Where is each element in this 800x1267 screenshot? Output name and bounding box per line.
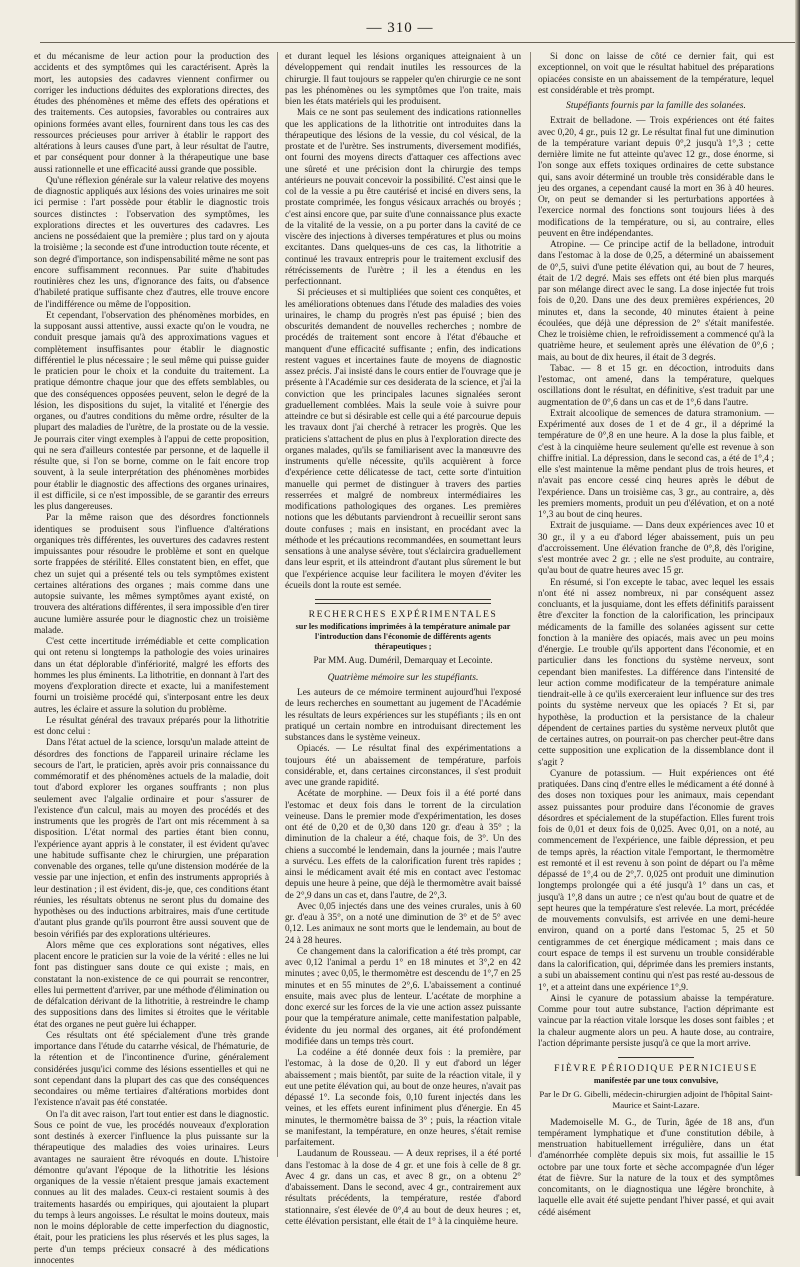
paragraph: Les auteurs de ce mémoire terminent aujourd'hui l'exposé de leurs recherches en soumettant au jugement de l'Académie les résultats de leurs expériences sur les stupéfiants ; ils en ont pratiqué un certain nombre en introduisant directement les substances dans le système veineux. — [285, 688, 521, 744]
paragraph: Mademoiselle M. G., de Turin, âgée de 18 ans, d'un tempérament lymphatique et d'une constitution débile, à menstruation habituellement irrégulière, dans un état d'aménorrhée complète depuis six mois, fut assaillie le 15 octobre par une toux forte et sèche accompagnée d'un léger état de fièvre. Sur la nature de la toux et des symptômes concomitants, on le diagnostiqua une légère bronchite, à laquelle elle avait été sujette pendant l'hiver passé, et qui avait cédé aisément — [538, 1118, 774, 1219]
paragraph: La codéine a été donnée deux fois : la première, par l'estomac, à la dose de 0,20. Il y eut d'abord un léger abaissement ; mais bientôt, par suite de la réaction vitale, il y eut une petite élévation qui, au bout de onze heures, n'avait pas dépassé 1°. La seconde fois, 0,10 furent injectés dans les veines, et les effets eurent infiniment plus d'énergie. En 45 minutes, le thermomètre baissa de 3° ; puis, la réaction vitale se manifestant, la température, en onze heures, s'était remise parfaitement. — [285, 1048, 521, 1149]
section-divider — [618, 1057, 694, 1058]
paragraph: Et cependant, l'observation des phénomènes morbides, en la supposant aussi attentive, aussi exacte qu'on le voudra, ne conduit presque jamais qu'à des approximations vagues et complètement insuffisantes pour établir le diagnostic différentiel le plus nécessaire ; le seul même qui puisse guider le praticien pour le choix et la conduite du traitement. La pratique démontre chaque jour que des effets semblables, ou que des conséquences opposées peuvent, selon le degré de la lésion, les dispositions du sujet, la vitalité et l'énergie des organes, ou d'autres conditions du même ordre, résulter de la plupart des maladies de l'urètre, de la prostate ou de la vessie. Je pourrais citer vingt exemples à l'appui de cette proposition, qui ne sera d'ailleurs contestée par personne, et de laquelle il résulte que, si l'on se borne, comme on le fait encore trop souvent, à la seule interprétation des phénomènes morbides pour établir le diagnostic des affections des organes urinaires, il est difficile, si ce n'est impossible, de se garantir des erreurs les plus dangereuses. — [34, 311, 269, 514]
section-title: FIÈVRE PÉRIODIQUE PERNICIEUSE — [538, 1063, 774, 1074]
paragraph: C'est cette incertitude irrémédiable et cette complication qui ont retenu si longtemps la pathologie des voies urinaires dans un état déplorable d'infériorité, malgré les efforts des hommes les plus éminents. La lithotritie, en donnant à l'art des moyens d'exploration directe et exacte, lui a manifestement fourni un troisième procédé qui, s'interposant entre les deux autres, les éclaire et assure la solution du problème. — [34, 637, 269, 716]
header-rule — [40, 42, 795, 43]
paragraph: Extrait alcoolique de semences de datura stramonium. — Expérimenté aux doses de 1 et de 4 gr., il a déprimé la température de 0°,8 en une heure. A la dose la plus faible, et c'est à la cinquième heure seulement qu'elle est revenue à son chiffre initial. La dépression, dans le second cas, a été de 1°,4 ; elle s'est maintenue la même pendant plus de trois heures, et n'avait pas encore cessé cinq heures après le début de l'expérience. Dans un troisième cas, 3 gr., au contraire, a, dès les premiers moments, produit un peu d'élévation, et on a noté 1°,3 au bout de cinq heures. — [538, 409, 774, 522]
column-right — [538, 52, 774, 1162]
paragraph: Alors même que ces explorations sont négatives, elles placent encore le praticien sur la voie de la vérité : elles ne lui font pas distinguer sans doute ce qui existe ; mais, en constatant la non-existence de ce qui pourrait se rencontrer, elles lui permettent d'arriver, par une méthode d'élimination ou de défalcation dérivant de la lithotritie, à restreindre le champ des suppositions dans des limites si étroites que le véritable état des organes ne peut guère lui échapper. — [34, 941, 269, 1031]
paragraph: On l'a dit avec raison, l'art tout entier est dans le diagnostic. Sous ce point de vue, les procédés nouveaux d'exploration sont destinés à exercer l'influence la plus puissante sur la thérapeutique des maladies des voies urinaires. Leurs avantages ne sauraient être révoqués en doute. L'histoire démontre qu'avant l'époque de la lithotritie les lésions organiques de la vessie n'étaient presque jamais exactement connues au lit des malades. Ceux-ci restaient soumis à des traitements hasardés ou empiriques, qui ajoutaient la plupart du temps à leurs angoisses. Le résultat le moins douteux, mais non le moins déplorable de cette imperfection du diagnostic, était, pour les praticiens les plus réservés et les plus sages, la perte d'un temps précieux consacré à des médications innocentes — [34, 1110, 269, 1267]
paragraph: Dans l'état actuel de la science, lorsqu'un malade atteint de désordres des fonctions de l'appareil urinaire réclame les secours de l'art, le praticien, après avoir pris connaissance du commémoratif et des phénomènes actuels de la maladie, doit tout d'abord explorer les organes souffrants ; non plus seulement avec l'algalie ordinaire et pour s'assurer de l'existence d'un calcul, mais au moyen des procédés et des instruments que les progrès de l'art ont mis récemment à sa disposition. L'état normal des parties étant bien connu, l'expérience ayant appris à le constater, il est évident qu'avec une habitude suffisante chez le chirurgien, une préparation convenable des organes, telle qu'une distension modérée de la vessie par une injection, et enfin des instruments appropriés à leur destination ; il est évident, dis-je, que, ces conditions étant réunies, les résultats obtenus ne seront plus du domaine des hypothèses ou des inductions arbitraires, mais d'une certitude d'autant plus grande qu'ils pourront être aussi souvent que de besoin vérifiés par des explorations ultérieures. — [34, 738, 269, 941]
section-byline: Par le Dr G. Gibelli, médecin-chirurgien adjoint de l'hôpital Saint-Maurice et Saint-Lazare. — [538, 1089, 774, 1112]
paragraph: Tabac. — 8 et 15 gr. en décoction, introduits dans l'estomac, ont amené, dans la température, quelques oscillations dont le résultat, en définitive, s'est traduit par une augmentation de 0°,6 dans un cas et de 1°,6 dans l'autre. — [538, 364, 774, 409]
section-subtitle: sur les modifications imprimées à la température animale par l'introduction dans l'économie de différents agents thérapeutiques ; — [291, 622, 515, 651]
paragraph: Opiacés. — Le résultat final des expérimentations a toujours été un abaissement de température, parfois considérable, et, dans certaines circonstances, il s'est produit avec une grande rapidité. — [285, 744, 521, 789]
paragraph: Le résultat général des travaux préparés pour la lithotritie est donc celui : — [34, 716, 269, 739]
paragraph: Par la même raison que des désordres fonctionnels identiques se produisent sous l'influence d'altérations organiques très différentes, les ouvertures des cadavres restent impuissantes pour résoudre le problème et sont en quelque sorte frappées de stérilité. Elles constatent bien, en effet, que chez un sujet qui a présenté tels ou tels symptômes existent certaines altérations des organes ; mais comme dans une autopsie suivante, les mêmes symptômes ayant existé, on trouvera des altérations différentes, il sera impossible d'en tirer aucune lumière assurée pour le diagnostic chez un troisième malade. — [34, 513, 269, 637]
paragraph: Acétate de morphine. — Deux fois il a été porté dans l'estomac et deux fois dans le torrent de la circulation veineuse. Dans le premier mode d'expérimentation, les doses ont été de 0,20 et de 0,30 dans 120 gr. d'eau à 35° ; la diminution de la chaleur a été, chaque fois, de 3°. Un des chiens a succombé le lendemain, dans la journée ; mais l'autre a survécu. Les effets de la calorification furent très rapides ; ainsi le médicament avait été mis en contact avec l'estomac depuis une heure à peine, que déjà le thermomètre avait baissé de 2°,9 dans un cas et, dans l'autre, de 2°,3. — [285, 789, 521, 902]
paragraph: Si donc on laisse de côté ce dernier fait, qui est exceptionnel, on voit que le résultat habituel des préparations opiacées consiste en un abaissement de la température, lequel est considérable et très prompt. — [538, 52, 774, 97]
column-left — [34, 52, 269, 1162]
paragraph: Avec 0,05 injectés dans une des veines crurales, unis à 60 gr. d'eau à 35°, on a noté une diminution de 3° et de 5° avec 0,12. Les animaux ne sont morts que le lendemain, au bout de 24 à 28 heures. — [285, 902, 521, 947]
paragraph: Qu'une réflexion générale sur la valeur relative des moyens de diagnostic appliqués aux lésions des voies urinaires me soit ici permise : l'art possède pour établir le diagnostic trois sources distinctes : l'observation des symptômes, les explorations directes et les ouvertures des cadavres. Les anciens ne possédaient que la première ; plus tard on y ajouta la troisième ; la seconde est d'une introduction toute récente, et son degré d'importance, son indispensabilité même ne sont pas encore suffisamment reconnues. Par suite d'habitudes routinières chez les uns, d'ignorance des faits, ou d'absence d'habileté pratique suffisante chez d'autres, elle trouve encore de l'indifférence ou même de l'opposition. — [34, 176, 269, 311]
column-middle — [285, 52, 521, 1162]
section-title: RECHERCHES EXPÉRIMENTALES — [285, 609, 521, 620]
paragraph: Atropine. — Ce principe actif de la belladone, introduit dans l'estomac à la dose de 0,25, a déterminé un abaissement de 0°,5, suivi d'une petite élévation qui, au bout de 7 heures, était de 1/2 degré. Mais ses effets ont été bien plus marqués par son mélange direct avec le sang. La dose injectée fut trois fois de 0,20. Dans une des deux premières expériences, 20 minutes et, dans la seconde, 40 minutes étaient à peine écoulées, que déjà une dépression de 2° s'était manifestée. Chez le troisième chien, le refroidissement a commencé qu'à la quatrième heure, et seulement après une élévation de 0°,6 ; mais, au bout de dix heures, il était de 3 degrés. — [538, 240, 774, 364]
paragraph: Mais ce ne sont pas seulement des indications rationnelles que les applications de la lithotritie ont introduites dans la thérapeutique des lésions de la vessie, du col vésical, de la prostate et de l'urètre. Ses instruments, diversement modifiés, ont fourni des moyens directs d'attaquer ces affections avec une sûreté et une précision dont la chirurgie des temps antérieurs ne pouvait concevoir la possibilité. C'est ainsi que le col de la vessie a pu être cautérisé et incisé en divers sens, la prostate comprimée, les fongus vésicaux arrachés ou broyés ; c'est ainsi encore que, par suite d'une connaissance plus exacte de la vitalité de la vessie, on a pu porter dans la cavité de ce viscère des injections à diverses températures et plus ou moins excitantes. Dans quelques-uns de ces cas, la lithotritie a continué les travaux entrepris pour le traitement exclusif des rétrécissements de l'urètre ; il les a étendus en les perfectionnant. — [285, 108, 521, 288]
paragraph: Si précieuses et si multipliées que soient ces conquêtes, et les améliorations obtenues dans l'étude des maladies des voies urinaires, le champ du progrès n'est pas épuisé ; bien des obscurités demandent de nouvelles recherches ; nombre de procédés de traitement sont encore à l'état d'ébauche et manquent d'une efficacité suffisante ; enfin, des indications restent vagues et incertaines faute de moyens de diagnostic assez précis. J'ai insisté dans le cours entier de l'ouvrage que je présente à l'Académie sur ces desiderata de la science, et j'ai la conviction que les principales lacunes signalées seront graduellement comblées. Mais la seule voie à suivre pour atteindre ce but si désirable est celle qui a été parcourue depuis les travaux dont j'ai cherché à retracer les progrès. Que les praticiens s'attachent de plus en plus à l'exploration directe des organes malades, qu'ils se familiarisent avec la manœuvre des instruments qu'elle nécessite, qu'ils acquièrent à force d'expérience cette délicatesse de tact, cette sorte d'intuition manuelle qui permet de distinguer à travers des parties resserrées et malgré de nombreux intermédiaires les modifications pathologiques des organes. Les premières notions que les débutants parviendront à recueillir seront sans doute confuses ; mais en insistant, en procédant avec la méthode et les précautions recommandées, en soumettant leurs sensations à une analyse sévère, tout s'éclaircira graduellement dans leur esprit, et ils atteindront d'autant plus sûrement le but que l'expérience acquise leur facilitera le moyen d'éviter les écueils dont la route est semée. — [285, 288, 521, 592]
paragraph: Extrait de jusquiame. — Dans deux expériences avec 10 et 30 gr., il y a eu d'abord léger abaissement, puis un peu d'accroissement. Une élévation franche de 0°,8, dès l'origine, s'est montrée avec 2 gr. ; elle ne s'est produite, au contraire, qu'au bout de quatre heures avec 15 gr. — [538, 521, 774, 577]
section-divider — [315, 599, 491, 604]
section-byline: Par MM. Aug. Duméril, Demarquay et Lecointe. — [285, 655, 521, 666]
paragraph: et du mécanisme de leur action pour la production des accidents et des symptômes qui les caractérisent. Après la mort, les autopsies des cadavres viennent confirmer ou corriger les inductions déduites des explorations directes, des études des phénomènes et même des effets des opérations et des traitements. Ces autopsies, favorables ou contraires aux opinions formées avant elles, fournirent dans tous les cas des ressources précieuses pour arriver à établir le rapport des altérations à leurs causes d'une part, à leur résultat de l'autre, et par conséquent pour donner à la thérapeutique une base aussi rationnelle et une efficacité aussi grande que possible. — [34, 52, 269, 176]
section-part-title: Quatrième mémoire sur les stupéfiants. — [285, 672, 521, 683]
paragraph: Ainsi le cyanure de potassium abaisse la température. Comme pour tout autre substance, l'action déprimante est vaincue par la réaction vitale lorsque les doses sont faibles ; et la chaleur augmente alors un peu. A haute dose, au contraire, l'action déprimante persiste jusqu'à ce que la mort arrive. — [538, 994, 774, 1050]
column-divider — [277, 52, 278, 1157]
page-number: — 310 — — [0, 20, 800, 37]
paragraph: En résumé, si l'on excepte le tabac, avec lequel les essais n'ont été ni assez nombreux, ni par conséquent assez concluants, et la jusquiame, dont les effets définitifs paraissent être d'exciter la fonction de la calorification, les principaux médicaments de la famille des solanées agissent sur cette fonction à la manière des opiacés, mais avec un peu moins d'énergie. Le trouble qu'ils apportent dans l'économie, et en particulier dans les fonctions du système nerveux, sont cependant bien manifestes. La différence dans l'intensité de leur action comme modificateur de la température animale tiendrait-elle à ce qu'ils exerceraient leur influence sur des tres points du système nerveux que les opiacés ? Et si, par hypothèse, la production et la persistance de la chaleur dépendent de certaines parties du système nerveux plutôt que de certaines autres, on pourrait-on pas chercher peut-être dans cette supposition une explication de la dissemblance dont il s'agit ? — [538, 578, 774, 769]
binding-edge — [795, 0, 800, 1176]
subsection-title: Stupéfiants fournis par la famille des solanées. — [538, 100, 774, 111]
paragraph: et durant lequel les lésions organiques atteignaient à un développement qui rendait inutiles les ressources de la chirurgie. Il faut toujours se rappeler qu'en chirurgie ce ne sont pas les phénomènes ou les symptômes que l'on traite, mais bien les états matériels qui les produisent. — [285, 52, 521, 108]
column-divider — [530, 52, 531, 1157]
paragraph: Ce changement dans la calorification a été très prompt, car avec 0,12 l'animal a perdu 1° en 18 minutes et 3°,2 en 42 minutes ; avec 0,05, le thermomètre est descendu de 1°,7 en 25 minutes et en 55 minutes de 2°,6. L'abaissement a continué ensuite, mais avec plus de lenteur. L'acétate de morphine a donc exercé sur les forces de la vie une action assez puissante pour que la température animale, cette manifestation palpable, évidente du jeu normal des organes, ait été profondément modifiée dans un temps très court. — [285, 947, 521, 1048]
paragraph: Laudanum de Rousseau. — A deux reprises, il a été porté dans l'estomac à la dose de 4 gr. et une fois à celle de 8 gr. Avec 4 gr. dans un cas, et avec 8 gr., on a obtenu 2° d'abaissement. Dans le second, avec 4 gr., contrairement aux résultats précédents, la température, restée d'abord stationnaire, s'est élevée de 0°,4 au bout de deux heures ; et, cette élévation persistant, elle était de 1° à la cinquième heure. — [285, 1149, 521, 1228]
paragraph: Extrait de belladone. — Trois expériences ont été faites avec 0,20, 4 gr., puis 12 gr. Le résultat final fut une diminution de la température variant depuis 0°,2 jusqu'à 1°,3 ; cette dernière limite ne fut atteinte qu'avec 12 gr., dose énorme, si l'on songe aux effets toxiques ordinaires de cette substance qui, sans avoir déterminé un trouble très considérable dans le jeu des organes, a cependant causé la mort en 36 à 40 heures. Or, on peut se demander si les perturbations apportées à l'exercice normal des fonctions sont toujours liées à des modifications de la température, ou si, au contraire, elles peuvent en être indépendantes. — [538, 116, 774, 240]
section-subtitle: manifestée par une toux convulsive, — [544, 1076, 768, 1086]
paragraph: Cyanure de potassium. — Huit expériences ont été pratiquées. Dans cinq d'entre elles le médicament a été donné à des doses non toxiques pour les animaux, mais cependant assez puissantes pour produire dans l'économie de graves désordres et spécialement de la stupéfaction. Elles furent trois fois de 0,01 et deux fois de 0,025. Avec 0,01, on a noté, au commencement de l'expérience, une faible dépression, et peu de temps après, la réaction vitale l'emportant, le thermomètre est remonté et il est revenu à son point de départ ou l'a même dépassé de 1°,4 ou de 2°,7. 0,025 ont produit une diminution longtemps prolongée qui a été jusqu'à 1° dans un cas, et jusqu'à 1°,8 dans un autre ; ce n'est qu'au bout de quatre et de sept heures que la température s'est relevée. La mort, précédée de mouvements convulsifs, est arrivée en une demi-heure environ, quand on a porté dans l'estomac 5, 25 et 50 centigrammes de cet énergique médicament ; mais dans ce court espace de temps il est survenu un trouble considérable dans la calorification, qui, déprimée dans les premiers instants, a subi un abaissement continu qui n'est pas resté au-dessous de 1°, et a atteint dans une expérience 1°,9. — [538, 769, 774, 994]
paragraph: Ces résultats ont été spécialement d'une très grande importance dans l'étude du catarrhe vésical, de l'hématurie, de la rétention et de l'incontinence d'urine, généralement considérées jusqu'ici comme des lésions essentielles et qui ne sont cependant dans la plupart des cas que des conséquences secondaires ou même tertiaires d'altérations morbides dont l'existence n'avait pas été constatée. — [34, 1031, 269, 1110]
